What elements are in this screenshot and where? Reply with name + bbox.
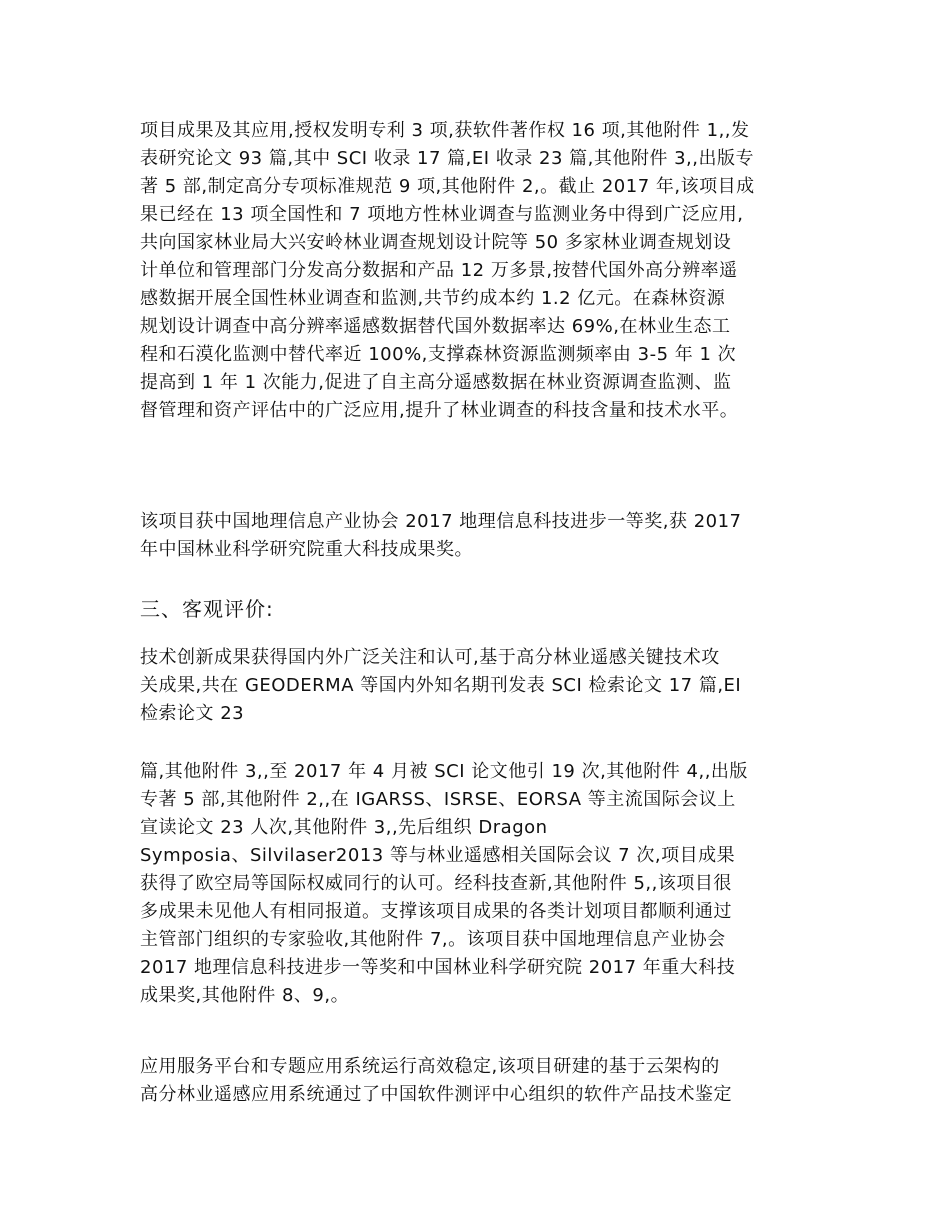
text-line: 程和石漠化监测中替代率近 100%,支撑森林资源监测频率由 3-5 年 1 次 [140, 344, 737, 365]
paragraph-citations-and-recognition [140, 758, 820, 1010]
text-line: 成果奖,其他附件 8、9,。 [140, 985, 350, 1006]
text-line: 果已经在 13 项全国性和 7 项地方性林业调查与监测业务中得到广泛应用, [140, 204, 744, 225]
paragraph-awards [140, 508, 820, 564]
text-line: 获得了欧空局等国际权威同行的认可。经科技查新,其他附件 5,,该项目很 [140, 873, 732, 894]
paragraph-technical-innovation [140, 644, 820, 728]
text-line: 督管理和资产评估中的广泛应用,提升了林业调查的科技含量和技术水平。 [140, 400, 739, 421]
text-line: 检索论文 23 [140, 703, 245, 724]
text-line: 提高到 1 年 1 次能力,促进了自主高分遥感数据在林业资源调查监测、监 [140, 372, 732, 393]
text-line: 技术创新成果获得国内外广泛关注和认可,基于高分林业遥感关键技术攻 [140, 647, 720, 668]
text-line: 感数据开展全国性林业调查和监测,共节约成本约 1.2 亿元。在森林资源 [140, 288, 726, 309]
paragraph-project-results [140, 117, 820, 425]
text-line: 项目成果及其应用,授权发明专利 3 项,获软件著作权 16 项,其他附件 1,,发 [140, 120, 750, 141]
text-line: 篇,其他附件 3,,至 2017 年 4 月被 SCI 论文他引 19 次,其他附件 4,,出版 [140, 761, 748, 782]
text-line: 专著 5 部,其他附件 2,,在 IGARSS、ISRSE、EORSA 等主流国际会议上 [140, 789, 736, 810]
text-line: 共向国家林业局大兴安岭林业调查规划设计院等 50 多家林业调查规划设 [140, 232, 732, 253]
text-line: 该项目获中国地理信息产业协会 2017 地理信息科技进步一等奖,获 2017 [140, 511, 742, 532]
text-line: 规划设计调查中高分辨率遥感数据替代国外数据率达 69%,在林业生态工 [140, 316, 731, 337]
section-heading-objective-evaluation: 三、客观评价: [140, 597, 274, 621]
text-line: 著 5 部,制定高分专项标准规范 9 项,其他附件 2,。截止 2017 年,该项目成 [140, 176, 755, 197]
text-line: 多成果未见他人有相同报道。支撑该项目成果的各类计划项目都顺利通过 [140, 901, 732, 922]
text-line: 高分林业遥感应用系统通过了中国软件测评中心组织的软件产品技术鉴定 [140, 1084, 732, 1105]
text-line: 应用服务平台和专题应用系统运行高效稳定,该项目研建的基于云架构的 [140, 1056, 720, 1077]
text-line: 主管部门组织的专家验收,其他附件 7,。该项目获中国地理信息产业协会 [140, 929, 726, 950]
text-line: 2017 地理信息科技进步一等奖和中国林业科学研究院 2017 年重大科技 [140, 957, 736, 978]
text-line: 宣读论文 23 人次,其他附件 3,,先后组织 Dragon [140, 817, 548, 838]
text-line: Symposia、Silvilaser2013 等与林业遥感相关国际会议 7 次,项目成果 [140, 845, 736, 866]
text-line: 计单位和管理部门分发高分数据和产品 12 万多景,按替代国外高分辨率遥 [140, 260, 738, 281]
text-line: 表研究论文 93 篇,其中 SCI 收录 17 篇,EI 收录 23 篇,其他附件 3,,出版专 [140, 148, 754, 169]
text-line: 年中国林业科学研究院重大科技成果奖。 [140, 539, 473, 560]
paragraph-application-platform [140, 1053, 820, 1109]
text-line: 关成果,共在 GEODERMA 等国内外知名期刊发表 SCI 检索论文 17 篇,EI [140, 675, 742, 696]
